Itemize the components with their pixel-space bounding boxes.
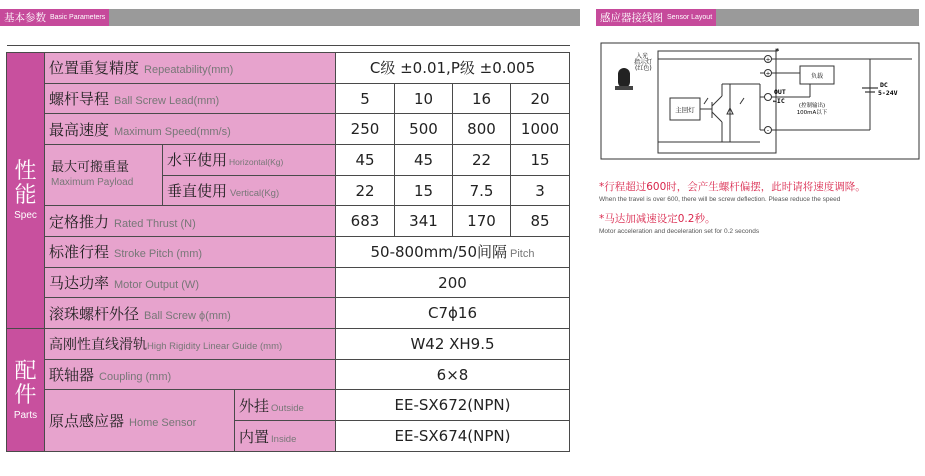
label-zh: 马达功率 [49, 274, 110, 293]
row-sensor-outside [7, 390, 570, 421]
side-label-spec [7, 53, 45, 329]
value-cell: 7.5 [453, 175, 511, 206]
section-header-sensor [596, 9, 919, 26]
value-cell: 22 [453, 145, 511, 176]
lamp-icon [618, 68, 630, 88]
row-thrust [7, 206, 570, 237]
section-tag [596, 9, 716, 26]
side-char: 件 [14, 382, 37, 408]
value-cell: 5 [336, 83, 395, 114]
label-en: Maximum Payload [51, 177, 134, 189]
load-label: 负载 [810, 73, 824, 80]
label-cell [45, 390, 235, 452]
value-cell: 3 [511, 175, 570, 206]
lamp-label-line: (红色) [635, 65, 652, 72]
ic-label: ←IC [773, 97, 785, 105]
value-cell: 500 [395, 114, 453, 145]
value-cell: 85 [511, 206, 570, 237]
value-cell: 22 [336, 175, 395, 206]
row-speed [7, 114, 570, 145]
label-cell [163, 145, 336, 176]
value-cell: 10 [395, 83, 453, 114]
row-screw [7, 298, 570, 329]
minus-sign: - [766, 127, 770, 135]
label-cell [45, 53, 336, 84]
label-en: Repeatability(mm) [144, 64, 234, 77]
spec-table [6, 45, 570, 452]
label-zh: 滚珠螺杆外径 [49, 304, 140, 323]
value-cell: 20 [511, 83, 570, 114]
row-motor [7, 267, 570, 298]
value-cell: C级 ±0.01,P级 ±0.005 [336, 53, 570, 84]
table-top-rule [7, 46, 570, 53]
label-en: Ball Screw ϕ(mm) [144, 309, 231, 322]
label-en: Coupling (mm) [99, 371, 172, 384]
sensor-wiring-diagram [600, 42, 920, 160]
value-cell: 200 [336, 267, 570, 298]
terminal-out-icon [765, 94, 772, 101]
plus-sign: + [765, 70, 771, 78]
value-cell: 6×8 [336, 359, 570, 390]
header-title-en: Sensor Layout [667, 14, 713, 21]
label-cell [45, 298, 336, 329]
plus-sign: + [765, 56, 771, 64]
value-cell: 1000 [511, 114, 570, 145]
value-cell [336, 237, 570, 268]
value-cell: 800 [453, 114, 511, 145]
section-header-basic [0, 9, 580, 26]
label-en: Maximum Speed(mm/s) [114, 125, 231, 138]
label-en: Vertical(Kg) [230, 188, 280, 200]
voltage-label: 5-24V [878, 89, 898, 97]
row-stroke [7, 237, 570, 268]
header-title-en: Basic Parameters [50, 14, 106, 21]
value-en: Pitch [510, 248, 535, 261]
value-cell: 250 [336, 114, 395, 145]
label-cell [235, 421, 336, 452]
row-payload-horizontal [7, 145, 570, 176]
label-zh: 内置 [239, 427, 270, 446]
label-en: Inside [271, 433, 297, 445]
label-cell [45, 329, 336, 360]
note-travel-en: When the travel is over 600, there will be screw deflection. Please reduce the speed [599, 196, 841, 203]
note-accel-zh: *马达加减速设定0.2秒。 [599, 213, 716, 225]
label-cell [163, 175, 336, 206]
value-cell: 683 [336, 206, 395, 237]
label-en: Stroke Pitch (mm) [114, 248, 203, 261]
section-tag [0, 9, 109, 26]
value-cell: 15 [395, 175, 453, 206]
label-zh: 最高速度 [49, 120, 110, 139]
side-char: 能 [14, 183, 37, 209]
row-repeatability [7, 53, 570, 84]
value-cell: EE-SX674(NPN) [336, 421, 570, 452]
ctrl-current-label: 100mA以下 [796, 110, 828, 116]
label-zh: 联轴器 [49, 366, 95, 385]
label-zh: 定格推力 [49, 212, 110, 231]
value-cell: 15 [511, 145, 570, 176]
dc-label: DC [880, 81, 888, 89]
label-zh: 水平使用 [167, 151, 228, 170]
value-cell: 16 [453, 83, 511, 114]
label-cell [45, 206, 336, 237]
side-char: 配 [14, 358, 37, 384]
ctrl-label: (控制输出) [798, 103, 826, 109]
value-cell: 341 [395, 206, 453, 237]
label-en: Outside [271, 402, 304, 414]
label-en: Motor Output (W) [114, 279, 199, 292]
label-cell [235, 390, 336, 421]
side-en: Spec [14, 210, 37, 222]
star-mark: * [775, 47, 780, 56]
label-zh: 螺杆导程 [49, 90, 110, 109]
label-cell [45, 237, 336, 268]
label-zh: 垂直使用 [167, 182, 228, 201]
side-char: 性 [14, 159, 37, 185]
value-text: 50-800mm/50间隔 [370, 243, 508, 262]
label-zh: 最大可搬重量 [51, 160, 130, 176]
label-en: Rated Thrust (N) [114, 217, 196, 230]
lamp-label-line: 指示灯 [634, 59, 653, 66]
row-coupling [7, 359, 570, 390]
main-circuit-label: 主回灯 [675, 106, 695, 114]
value-cell: EE-SX672(NPN) [336, 390, 570, 421]
lamp-base-icon [615, 86, 633, 90]
label-zh: 外挂 [239, 396, 270, 415]
label-en: Ball Screw Lead(mm) [114, 95, 220, 108]
row-guide [7, 329, 570, 360]
label-cell [45, 83, 336, 114]
value-cell: 45 [395, 145, 453, 176]
ic-text: IC [776, 97, 785, 105]
note-accel-en: Motor acceleration and deceleration set for 0.2 seconds [599, 228, 760, 235]
side-en: Parts [13, 409, 38, 421]
value-cell: 170 [453, 206, 511, 237]
lamp-label-line: 入光 [636, 53, 649, 60]
label-zh: 标准行程 [49, 243, 110, 262]
label-en: High Rigidity Linear Guide (mm) [147, 340, 283, 352]
label-en: Home Sensor [129, 417, 197, 430]
label-cell [45, 145, 163, 206]
label-cell [45, 359, 336, 390]
out-label: OUT [774, 88, 786, 96]
value-cell: C7ϕ16 [336, 298, 570, 329]
side-label-parts [7, 329, 45, 452]
value-cell: W42 XH9.5 [336, 329, 570, 360]
header-title-zh: 感应器接线图 [600, 12, 663, 24]
label-cell [45, 114, 336, 145]
value-cell: 45 [336, 145, 395, 176]
label-en: Horizontal(Kg) [229, 157, 284, 168]
label-zh: 位置重复精度 [49, 59, 140, 78]
row-lead [7, 83, 570, 114]
label-cell [45, 267, 336, 298]
note-travel-zh: *行程超过600时，会产生螺杆偏摆，此时请将速度调降。 [599, 181, 866, 193]
header-title-zh: 基本参数 [4, 12, 46, 24]
label-zh: 高刚性直线滑轨 [49, 336, 147, 353]
label-zh: 原点感应器 [49, 412, 125, 431]
